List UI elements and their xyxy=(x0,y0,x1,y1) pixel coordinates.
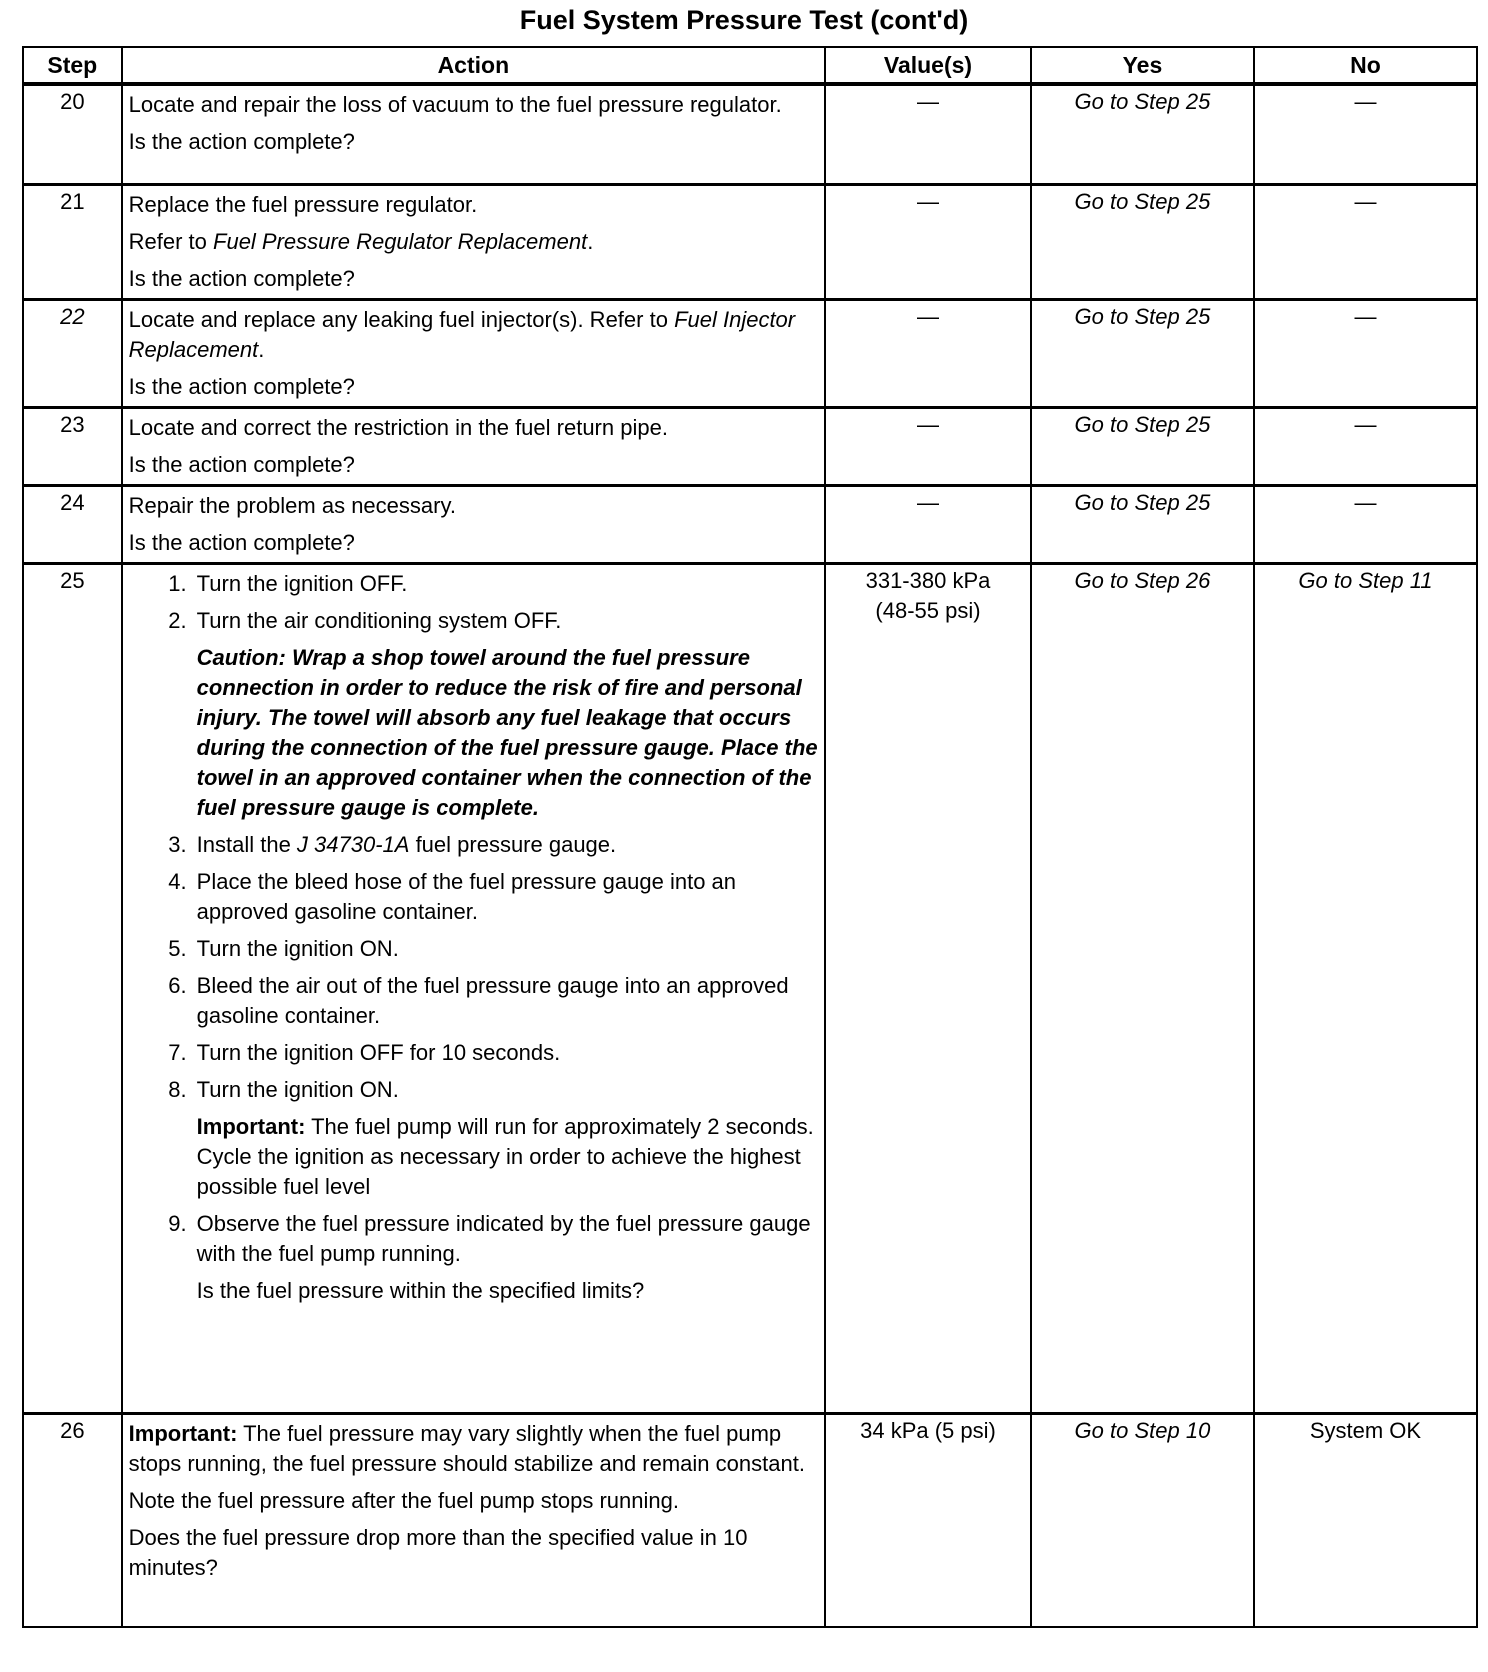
action-question: Is the action complete? xyxy=(128,129,355,154)
value-kpa: 331-380 kPa xyxy=(865,567,991,593)
value-dash: — xyxy=(916,411,939,437)
reference-suffix: . xyxy=(587,228,594,254)
no-cell xyxy=(1254,184,1477,299)
action-question: Is the fuel pressure within the specified limits? xyxy=(196,1277,645,1303)
substep-number: 4. xyxy=(168,868,187,894)
reference-prefix: Refer to xyxy=(128,228,214,254)
important-text: The fuel pressure may vary slightly when the fuel pump stops running, the fuel pressure should stabilize and remain constant. xyxy=(128,1420,805,1476)
important-label: Important: xyxy=(196,1113,306,1139)
procedure-table xyxy=(22,46,1478,1628)
substep-number: 7. xyxy=(168,1039,187,1065)
page-title: Fuel System Pressure Test (cont'd) xyxy=(519,5,969,35)
column-header-step: Step xyxy=(23,47,122,84)
substep-list xyxy=(129,830,818,1105)
substep xyxy=(129,934,818,964)
action-cell xyxy=(122,407,825,485)
action-cell xyxy=(122,184,825,299)
value-dash: — xyxy=(916,303,939,329)
action-cell xyxy=(122,485,825,563)
important-note xyxy=(197,1112,818,1202)
action-text: Replace the fuel pressure regulator. xyxy=(128,191,478,217)
reference-link[interactable]: Fuel Injector Replacement xyxy=(128,306,796,362)
table-row xyxy=(23,184,1477,299)
value-cell xyxy=(825,563,1031,1413)
table-row xyxy=(23,563,1477,1413)
substep-text-suffix: fuel pressure gauge. xyxy=(409,831,617,857)
action-cell xyxy=(122,299,825,407)
yes-cell: Go to Step 25 xyxy=(1031,184,1254,299)
value-cell xyxy=(825,407,1031,485)
substep xyxy=(129,1209,818,1269)
no-cell: Go to Step 11 xyxy=(1254,563,1477,1413)
table-row xyxy=(23,1413,1477,1627)
no-dash: — xyxy=(1354,303,1377,329)
substep-text: Bleed the air out of the fuel pressure gauge into an approved gasoline container. xyxy=(196,972,789,1028)
action-text-main: Locate and replace any leaking fuel injector(s). Refer to xyxy=(128,306,675,332)
substep xyxy=(129,867,818,927)
substep xyxy=(129,1038,818,1068)
substep xyxy=(129,569,818,599)
no-dash: — xyxy=(1354,89,1377,114)
yes-cell: Go to Step 10 xyxy=(1031,1413,1254,1627)
substep-number: 2. xyxy=(168,607,187,633)
action-cell xyxy=(122,84,825,184)
substep-text: Place the bleed hose of the fuel pressure gauge into an approved gasoline container. xyxy=(196,868,737,924)
substep-number: 5. xyxy=(168,935,187,961)
step-number: 24 xyxy=(23,485,122,563)
substep-text: Turn the ignition ON. xyxy=(196,935,399,961)
reference-link[interactable]: Fuel Pressure Regulator Replacement xyxy=(213,228,588,254)
substep-number: 6. xyxy=(168,972,187,998)
value-dash: — xyxy=(916,489,939,515)
value-cell xyxy=(825,84,1031,184)
column-header-action: Action xyxy=(122,47,825,84)
column-header-values: Value(s) xyxy=(825,47,1031,84)
action-question: Is the action complete? xyxy=(128,265,355,291)
step-number: 21 xyxy=(23,184,122,299)
value-cell: 34 kPa (5 psi) xyxy=(825,1413,1031,1627)
substep xyxy=(129,830,818,860)
no-cell xyxy=(1254,407,1477,485)
action-question: Is the action complete? xyxy=(128,529,355,555)
table-row xyxy=(23,84,1477,184)
yes-cell: Go to Step 26 xyxy=(1031,563,1254,1413)
substep xyxy=(129,606,818,636)
step-number: 22 xyxy=(23,299,122,407)
caution-note: Caution: Wrap a shop towel around the fuel pressure connection in order to reduce the risk of fire and personal injury. The towel will absorb any fuel leakage that occurs during the connection of the fuel pressure gauge. Place the towel in an approved container when the connection of the fuel pressure gauge is complete. xyxy=(196,644,818,820)
substep-number: 8. xyxy=(168,1076,187,1102)
action-text: Note the fuel pressure after the fuel pump stops running. xyxy=(128,1487,679,1513)
action-cell xyxy=(122,563,825,1413)
action-reference xyxy=(129,227,818,257)
substep-number: 3. xyxy=(168,831,187,857)
no-dash: — xyxy=(1354,411,1377,437)
action-question: Is the action complete? xyxy=(128,451,355,477)
yes-cell: Go to Step 25 xyxy=(1031,299,1254,407)
no-cell xyxy=(1254,485,1477,563)
step-number: 23 xyxy=(23,407,122,485)
yes-cell: Go to Step 25 xyxy=(1031,407,1254,485)
step-number: 20 xyxy=(23,84,122,184)
substep-text-prefix: Install the xyxy=(196,831,297,857)
substep-text xyxy=(197,830,818,860)
no-cell xyxy=(1254,84,1477,184)
yes-cell: Go to Step 25 xyxy=(1031,84,1254,184)
table-row xyxy=(23,299,1477,407)
action-text xyxy=(129,305,818,365)
table-row xyxy=(23,485,1477,563)
action-text: Locate and repair the loss of vacuum to the fuel pressure regulator. xyxy=(128,92,782,117)
value-dash: — xyxy=(916,188,939,214)
tool-number: J 34730-1A xyxy=(296,831,410,857)
yes-cell: Go to Step 25 xyxy=(1031,485,1254,563)
substep xyxy=(129,1075,818,1105)
value-cell xyxy=(825,485,1031,563)
substep-text: Observe the fuel pressure indicated by the fuel pressure gauge with the fuel pump running. xyxy=(196,1210,811,1266)
important-label: Important: xyxy=(128,1420,238,1446)
substep-list xyxy=(129,1209,818,1269)
no-cell xyxy=(1254,299,1477,407)
value-psi: (48-55 psi) xyxy=(875,597,981,623)
substep-text: Turn the ignition OFF for 10 seconds. xyxy=(196,1039,561,1065)
substep-text: Turn the ignition ON. xyxy=(196,1076,399,1102)
no-dash: — xyxy=(1354,489,1377,515)
substep-list xyxy=(129,569,818,636)
value-cell xyxy=(825,299,1031,407)
action-question: Does the fuel pressure drop more than the specified value in 10 minutes? xyxy=(128,1524,748,1580)
substep-text: Turn the ignition OFF. xyxy=(196,570,408,596)
header-row xyxy=(23,47,1477,84)
substep-text: Turn the air conditioning system OFF. xyxy=(196,607,562,633)
no-dash: — xyxy=(1354,188,1377,214)
table-row xyxy=(23,407,1477,485)
no-cell: System OK xyxy=(1254,1413,1477,1627)
step-number: 25 xyxy=(23,563,122,1413)
reference-suffix: . xyxy=(258,336,265,362)
column-header-yes: Yes xyxy=(1031,47,1254,84)
value-dash: — xyxy=(916,89,939,114)
important-text: The fuel pump will run for approximately 2 seconds. Cycle the ignition as necessary in order to achieve the highest possible fuel level xyxy=(196,1113,814,1199)
step-number: 26 xyxy=(23,1413,122,1627)
action-text: Repair the problem as necessary. xyxy=(128,492,456,518)
column-header-no: No xyxy=(1254,47,1477,84)
action-cell xyxy=(122,1413,825,1627)
action-question: Is the action complete? xyxy=(128,373,355,399)
important-note xyxy=(129,1419,818,1479)
action-text: Locate and correct the restriction in the fuel return pipe. xyxy=(128,414,668,440)
substep-number: 9. xyxy=(168,1210,187,1236)
value-cell xyxy=(825,184,1031,299)
substep xyxy=(129,971,818,1031)
substep-number: 1. xyxy=(168,570,187,596)
